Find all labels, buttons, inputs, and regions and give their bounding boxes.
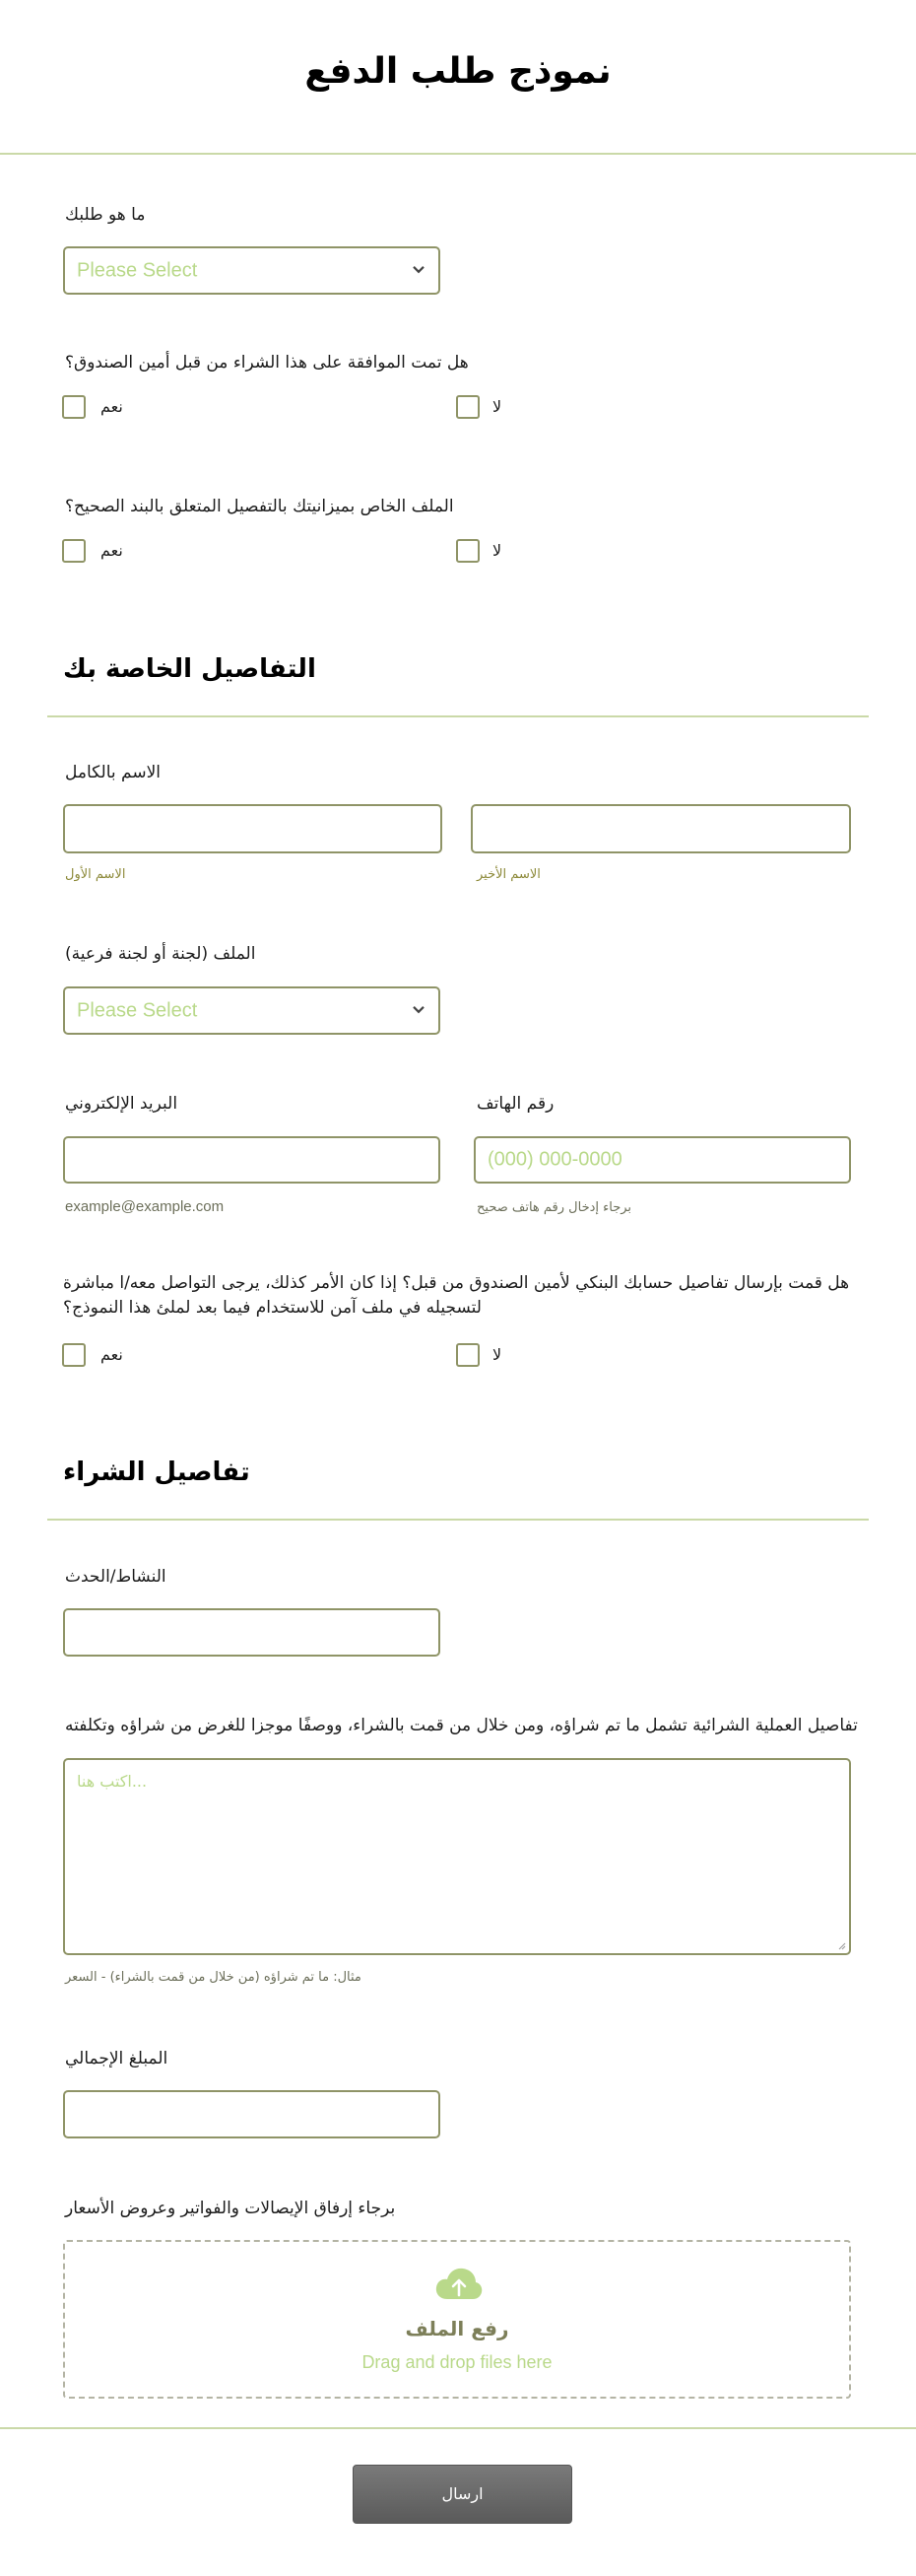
bank-details-no-checkbox[interactable] xyxy=(456,1343,480,1367)
total-amount-input[interactable] xyxy=(63,2090,440,2138)
budget-file-yes-label: نعم xyxy=(100,541,123,560)
full-name-label: الاسم بالكامل xyxy=(65,763,162,782)
bank-details-question: هل قمت بإرسال تفاصيل حسابك البنكي لأمين الصندوق من قبل؟ إذا كان الأمر كذلك، يرجى التواصل معه/ا مباشرة لتسجيله في ملف آمن للاستخدام فيما بعد لملئ هذا النموذج؟ xyxy=(63,1273,850,1318)
approval-no-label: لا xyxy=(492,397,502,416)
request-select-placeholder: Please Select xyxy=(77,259,198,281)
upload-subtitle: Drag and drop files here xyxy=(361,2352,553,2372)
last-name-sublabel: الاسم الأخير xyxy=(477,867,541,882)
first-name-sublabel: الاسم الأول xyxy=(65,867,126,882)
approval-yes-checkbox[interactable] xyxy=(62,395,86,419)
budget-file-yes-checkbox[interactable] xyxy=(62,539,86,563)
details-section-divider xyxy=(47,715,869,717)
last-name-input[interactable] xyxy=(471,804,851,853)
approval-yes-label: نعم xyxy=(100,397,123,416)
request-label: ما هو طلبك xyxy=(65,205,146,225)
committee-file-label: الملف (لجنة أو لجنة فرعية) xyxy=(65,944,256,964)
email-input[interactable] xyxy=(63,1136,440,1184)
phone-sublabel: برجاء إدخال رقم هاتف صحيح xyxy=(477,1200,632,1215)
purchase-section-divider xyxy=(47,1519,869,1521)
phone-label: رقم الهاتف xyxy=(477,1094,555,1114)
bank-details-yes-checkbox[interactable] xyxy=(62,1343,86,1367)
activity-label: النشاط/الحدث xyxy=(65,1567,166,1587)
phone-input[interactable] xyxy=(474,1136,851,1184)
form-title: نموذج طلب الدفع xyxy=(304,51,612,92)
attachments-label: برجاء إرفاق الإيصالات والفواتير وعروض الأسعار xyxy=(65,2199,396,2218)
budget-file-no-label: لا xyxy=(492,541,502,560)
header-divider xyxy=(0,153,916,155)
purchase-details-sublabel: مثال: ما تم شراؤه (من خلال من قمت بالشراء) - السعر xyxy=(65,1970,361,1985)
resize-handle-icon[interactable] xyxy=(836,1940,846,1950)
first-name-input[interactable] xyxy=(63,804,442,853)
purchase-details-textarea[interactable] xyxy=(63,1758,851,1955)
email-label: البريد الإلكتروني xyxy=(65,1094,178,1114)
total-label: المبلغ الإجمالي xyxy=(65,2049,168,2068)
purchase-section-heading: تفاصيل الشراء xyxy=(63,1457,250,1487)
bank-details-no-label: لا xyxy=(492,1345,502,1364)
activity-input[interactable] xyxy=(63,1608,440,1657)
committee-file-placeholder: Please Select xyxy=(77,999,198,1021)
budget-file-question: الملف الخاص بميزانيتك بالتفصيل المتعلق بالبند الصحيح؟ xyxy=(65,497,454,516)
details-section-heading: التفاصيل الخاصة بك xyxy=(63,654,316,684)
chevron-down-icon xyxy=(411,263,426,275)
chevron-down-icon xyxy=(411,1003,426,1015)
upload-title: رفع الملف xyxy=(405,2317,509,2340)
approval-no-checkbox[interactable] xyxy=(456,395,480,419)
purchase-details-label: تفاصيل العملية الشرائية تشمل ما تم شراؤه، ومن خلال من قمت بالشراء، ووصفًا موجزا للغرض من شراؤه وتكلفته xyxy=(65,1716,858,1735)
footer-divider xyxy=(0,2427,916,2429)
cloud-upload-icon xyxy=(434,2266,484,2301)
approval-question: هل تمت الموافقة على هذا الشراء من قبل أمين الصندوق؟ xyxy=(65,353,469,373)
request-select[interactable] xyxy=(63,246,440,295)
purchase-details-placeholder: اكتب هنا... xyxy=(77,1772,148,1791)
bank-details-yes-label: نعم xyxy=(100,1345,123,1364)
committee-file-select[interactable] xyxy=(63,986,440,1035)
phone-placeholder: (000) 000-0000 xyxy=(488,1148,622,1171)
budget-file-no-checkbox[interactable] xyxy=(456,539,480,563)
email-sublabel: example@example.com xyxy=(65,1198,225,1215)
submit-button[interactable]: ارسال xyxy=(353,2465,572,2524)
file-dropzone[interactable] xyxy=(63,2240,851,2399)
